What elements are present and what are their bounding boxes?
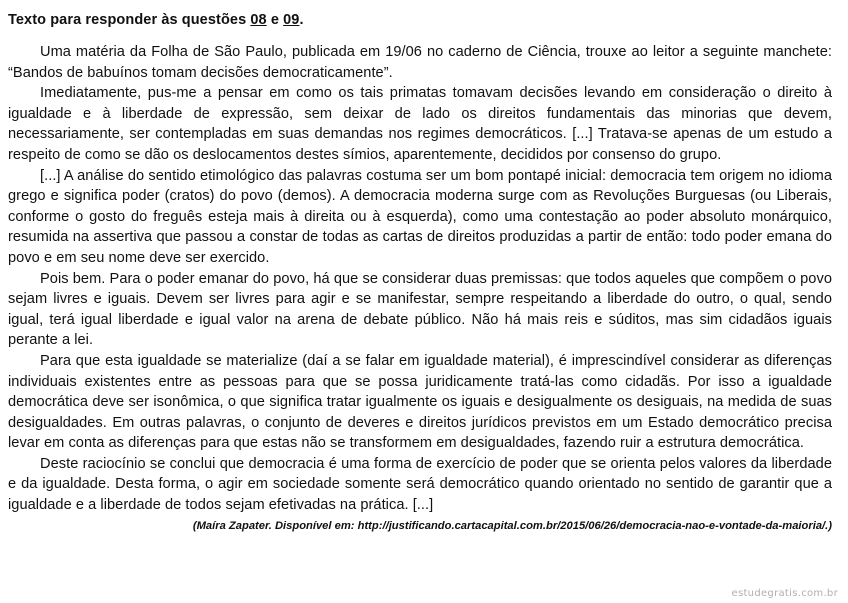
heading-prefix: Texto para responder às questões — [8, 12, 251, 28]
paragraph-4: Pois bem. Para o poder emanar do povo, há que se considerar duas premissas: que todos aqueles que compõem o povo sejam livres e iguais. Devem ser livres para agir e se manifestar, sempre respeitando a liberdade do outro, o qual, sendo igual, terá igual liberdade e igual valor na arena de debate público. Não há mais reis e súditos, mas sim cidadãos iguais perante a lei. — [8, 270, 832, 349]
source-citation: (Maíra Zapater. Disponível em: http://justificando.cartacapital.com.br/2015/06/26/democracia-nao-e-vontade-da-maioria/.) — [192, 519, 832, 532]
paragraph-1: Uma matéria da Folha de São Paulo, publicada em 19/06 no caderno de Ciência, trouxe ao leitor a seguinte manchete: “Bandos de babuínos tomam decisões democraticamente”. — [8, 44, 832, 81]
site-watermark: estudegratis.com.br — [731, 588, 838, 599]
paragraph-5: Para que esta igualdade se materialize (daí a se falar em igualdade material), é imprescindível considerar as diferenças individuais existentes entre as pessoas para que se possa juridicamente tratá-las como cidadãs. Por isso a igualdade democrática deve ser isonômica, o que significa tratar igualmente os iguais e desigualmente os desiguais, na medida de suas desigualdades. Em outras palavras, o conjunto de deveres e direitos jurídicos previstos em um Estado democrático precisa levar em conta as diferenças para que estas não se transformem em desigualdades, fazendo ruir a estrutura democrática. — [8, 352, 832, 452]
document-page — [8, 10, 832, 534]
heading-suffix: . — [299, 12, 304, 28]
section-heading — [8, 10, 832, 30]
paragraph-2: Imediatamente, pus-me a pensar em como os tais primatas tomavam decisões levando em consideração o direito à igualdade e à liberdade de expressão, sem deixar de lado os direitos fundamentais das minorias que devem, necessariamente, ser contempladas em suas demandas nos regimes democráticos. [...] Tratava-se apenas de um estudo a respeito de como se dão os deslocamentos destes símios, aparentemente, decididos por consenso do grupo. — [8, 85, 832, 163]
paragraph-6: Deste raciocínio se conclui que democracia é uma forma de exercício de poder que se orienta pelos valores da liberdade e da igualdade. Desta forma, o agir em sociedade somente será democrático quando orientado no sentido de garantir que a igualdade e a liberdade de todos sejam efetivadas na prática. [...] — [8, 455, 832, 514]
paragraph-3: [...] A análise do sentido etimológico das palavras costuma ser um bom pontapé inicial: democracia tem origem no idioma grego e significa poder (cratos) do povo (demos). A democracia moderna surge com as Revoluções Burguesas (ou Liberais, conforme o gosto do freguês esteja mais à direita ou à esquerda), como uma contestação ao poder absoluto monárquico, resumida na assertiva que passou a constar de todas as cartas de direitos produzidas a partir de então: todo poder emana do povo e em seu nome deve ser exercido. — [8, 167, 832, 266]
question-number-09: 09 — [283, 12, 300, 28]
heading-middle: e — [266, 12, 284, 28]
question-number-08: 08 — [250, 12, 267, 28]
